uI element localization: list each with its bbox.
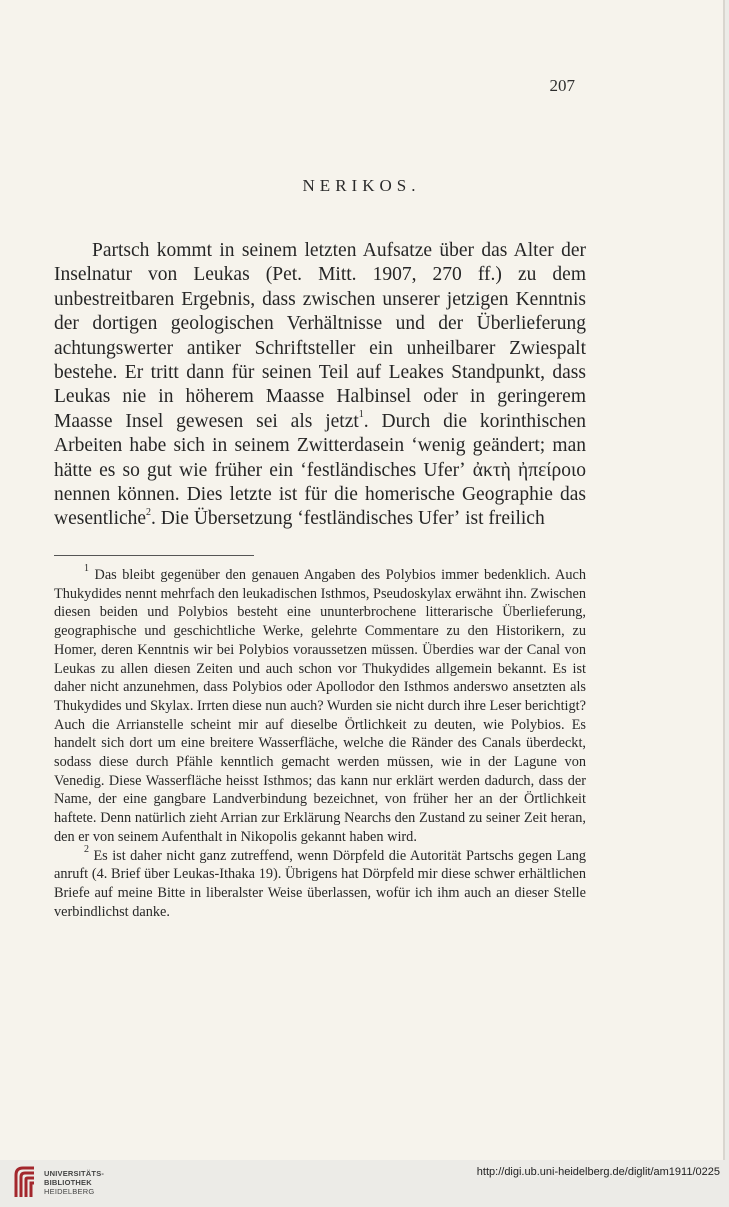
library-line-2: BIBLIOTHEK [44, 1178, 92, 1187]
page-number: 207 [549, 76, 575, 95]
library-name [44, 1169, 104, 1196]
main-paragraph [54, 239, 586, 532]
footnote-marker: 2 [84, 843, 89, 855]
library-logo-icon [10, 1165, 40, 1199]
footnote-ref-1: 1 [358, 409, 364, 421]
footnote-text: Das bleibt gegenüber den genauen Angaben des Polybios immer bedenklich. Auch Thukydides nennt mehrfach den leukadischen Isthmos, Pseudoskylax erwähnt ihn. Zwischen diesen beiden und Polybios besteht eine ununterbrochene litterarische Überlieferung, geographische und geschichtliche Werke, gelehrte Commentare zu den Historikern, zu Homer, deren Kenntnis wir bei Polybios voraussetzen müssen. Überdies war der Canal von Leukas zu allen diesen Zeiten und auch schon vor Thukydides allgemein bekannt. Es ist daher nicht anzunehmen, dass Polybios oder Apollodor den Isthmos anderswo ansetzten als Thukydides und Skylax. Irrten diese nun auch? Wurden sie nicht durch ihre Leser berichtigt? Auch die Arrianstelle scheint mir auf dieselbe Örtlichkeit zu deuten, wie Polybios. Es handelt sich dort um eine breitere Wasserfläche, welche die Ränder des Canals überdeckt, sodass diese durch Pfähle kenntlich gemacht werden müssen, wie in der Lagune von Venedig. Diese Wasserfläche heisst Isthmos; das kann nur erklärt werden dadurch, dass der Name, der eine gangbare Landverbindung bezeichnet, von früher her an der Örtlichkeit haftete. Denn natürlich zieht Arrian zur Erklärung Nearchs den Zustand zu seiner Zeit heran, den er von seinem Aufenthalt in Nikopolis gekannt haben wird. [54, 567, 586, 845]
library-line-3: HEIDELBERG [44, 1187, 95, 1196]
text-part: Partsch kommt in seinem letzten Aufsatze über das Alter der Inselnatur von Leukas (Pet. Mitt. 1907, 270 ff.) zu dem unbestreitbaren Ergebnis, dass zwischen unserer jetzigen Kenntnis der dortigen geologischen Verhältnisse und der Überlieferung achtungswerter antiker Schriftsteller ein unheilbarer Zwiespalt bestehe. Er tritt dann für seinen Teil auf Leakes Standpunkt, dass Leukas nie in höherem Maasse Halbinsel oder in geringerem Maasse Insel gewesen sei als jetzt [54, 240, 586, 432]
text-part: . Die Übersetzung ʻfestländisches Uferʼ ist freilich [151, 508, 545, 530]
library-line-1: UNIVERSITÄTS- [44, 1169, 105, 1178]
text-part: . Durch die korinthischen Arbeiten habe sich in seinem Zwitterdasein ʻwenig geändert; man hätte es so gut wie früher ein ʻfestländisches Uferʼ ἀκτὴ ἠπείροιο nennen können. Dies letzte ist für die homerische Geographie das wesentliche [54, 410, 586, 530]
footnote-ref-2: 2 [146, 506, 152, 518]
permalink-url[interactable]: http://digi.ub.uni-heidelberg.de/diglit/am1911/0225 [476, 1166, 720, 1178]
article-title: NERIKOS. [302, 176, 421, 195]
footnote-divider [54, 555, 254, 556]
footnote-text: Es ist daher nicht ganz zutreffend, wenn Dörpfeld die Autorität Partschs gegen Lang anruft (4. Brief über Leukas-Ithaka 19). Übrigens hat Dörpfeld mir diese schwer erhältlichen Briefe auf meine Bitte in liberalster Weise überlassen, wofür ich ihm auch an dieser Stelle verbindlichst danke. [54, 847, 587, 920]
footnote-2 [54, 843, 587, 922]
footnotes [54, 563, 587, 921]
footnote-1 [54, 563, 586, 847]
footnote-marker: 1 [84, 563, 89, 575]
viewer-footer [0, 1160, 729, 1207]
main-text [54, 239, 586, 532]
